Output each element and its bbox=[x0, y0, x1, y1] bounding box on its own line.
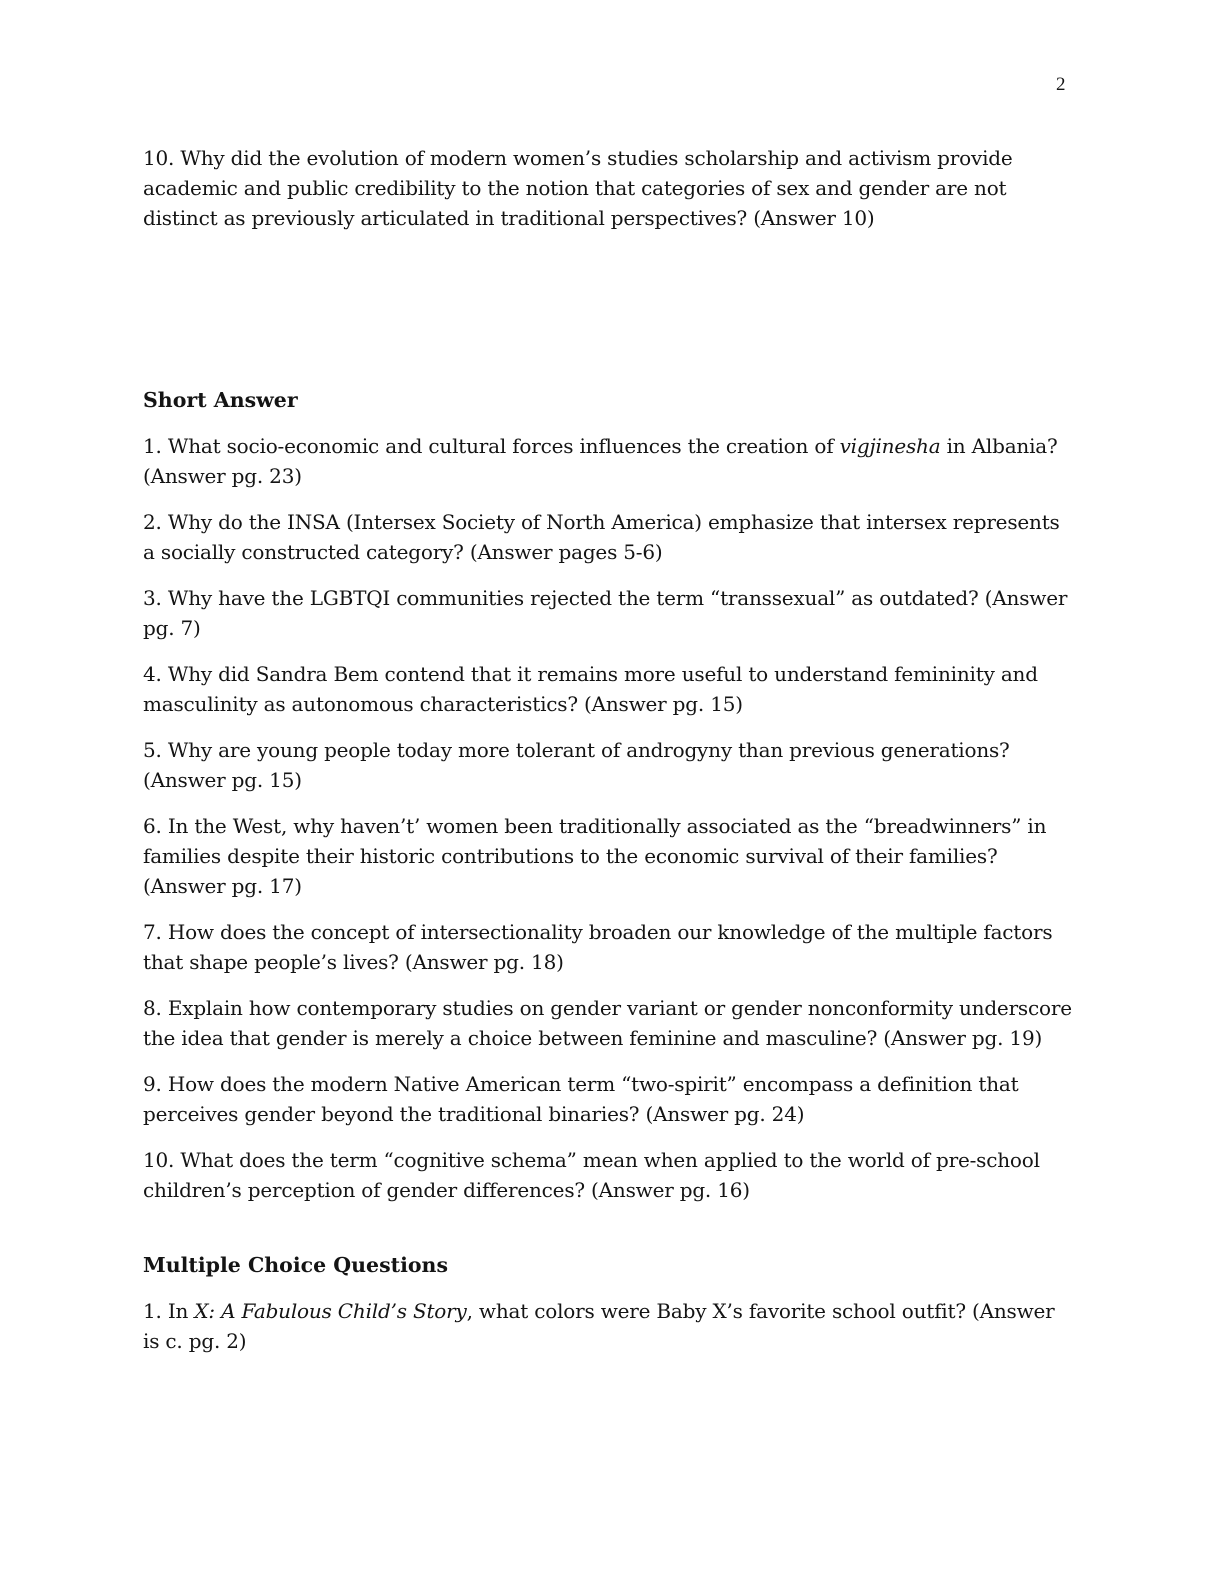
short-answer-heading: Short Answer bbox=[143, 388, 298, 412]
short-answer-question-10: 10. What does the term “cognitive schema” mean when applied to the world of pre-school children’s perception of gender differences? (Answer pg. 16) bbox=[143, 1148, 1040, 1202]
multiple-choice-question-1 bbox=[143, 1296, 1073, 1356]
short-answer-question-9: 9. How does the modern Native American term “two-spirit” encompass a definition that perceives gender beyond the traditional binaries? (Answer pg. 24) bbox=[143, 1072, 1019, 1126]
short-answer-question-4: 4. Why did Sandra Bem contend that it remains more useful to understand femininity and masculinity as autonomous characteristics? (Answer pg. 15) bbox=[143, 662, 1038, 716]
short-answer-question-5: 5. Why are young people today more tolerant of androgyny than previous generations? (Answer pg. 15) bbox=[143, 738, 1010, 792]
mc-q1-italic-title: X: A Fabulous Child’s Story bbox=[194, 1299, 467, 1323]
short-answer-q1-text-before: 1. What socio-economic and cultural forces influences the creation of bbox=[143, 434, 840, 458]
multiple-choice-heading: Multiple Choice Questions bbox=[143, 1253, 449, 1277]
short-answer-q1-text-after: in Albania? (Answer pg. 23) bbox=[143, 434, 1058, 488]
short-answer-question-8: 8. Explain how contemporary studies on gender variant or gender nonconformity underscore the idea that gender is merely a choice between feminine and masculine? (Answer pg. 19) bbox=[143, 996, 1072, 1050]
page-number: 2 bbox=[1056, 74, 1066, 95]
short-answer-question-6: 6. In the West, why haven’t’ women been traditionally associated as the “breadwinners” in families despite their historic contributions to the economic survival of their families? (Answer pg. 17) bbox=[143, 814, 1047, 898]
mc-q1-text-before: 1. In bbox=[143, 1299, 195, 1323]
short-answer-question-1 bbox=[143, 431, 1073, 491]
short-answer-q1-italic-term: vigjinesha bbox=[839, 434, 941, 458]
short-answer-question-3: 3. Why have the LGBTQI communities rejected the term “transsexual” as outdated? (Answer pg. 7) bbox=[143, 586, 1068, 640]
essay-question-10: 10. Why did the evolution of modern women’s studies scholarship and activism provide academic and public credibility to the notion that categories of sex and gender are not distinct as previously articulated in traditional perspectives? (Answer 10) bbox=[143, 146, 1013, 230]
short-answer-question-7: 7. How does the concept of intersectionality broaden our knowledge of the multiple factors that shape people’s lives? (Answer pg. 18) bbox=[143, 920, 1053, 974]
short-answer-question-2: 2. Why do the INSA (Intersex Society of North America) emphasize that intersex represents a socially constructed category? (Answer pages 5-6) bbox=[143, 510, 1060, 564]
mc-q1-text-after: , what colors were Baby X’s favorite school outfit? (Answer is c. pg. 2) bbox=[143, 1299, 1055, 1353]
document-body bbox=[143, 143, 1073, 1372]
